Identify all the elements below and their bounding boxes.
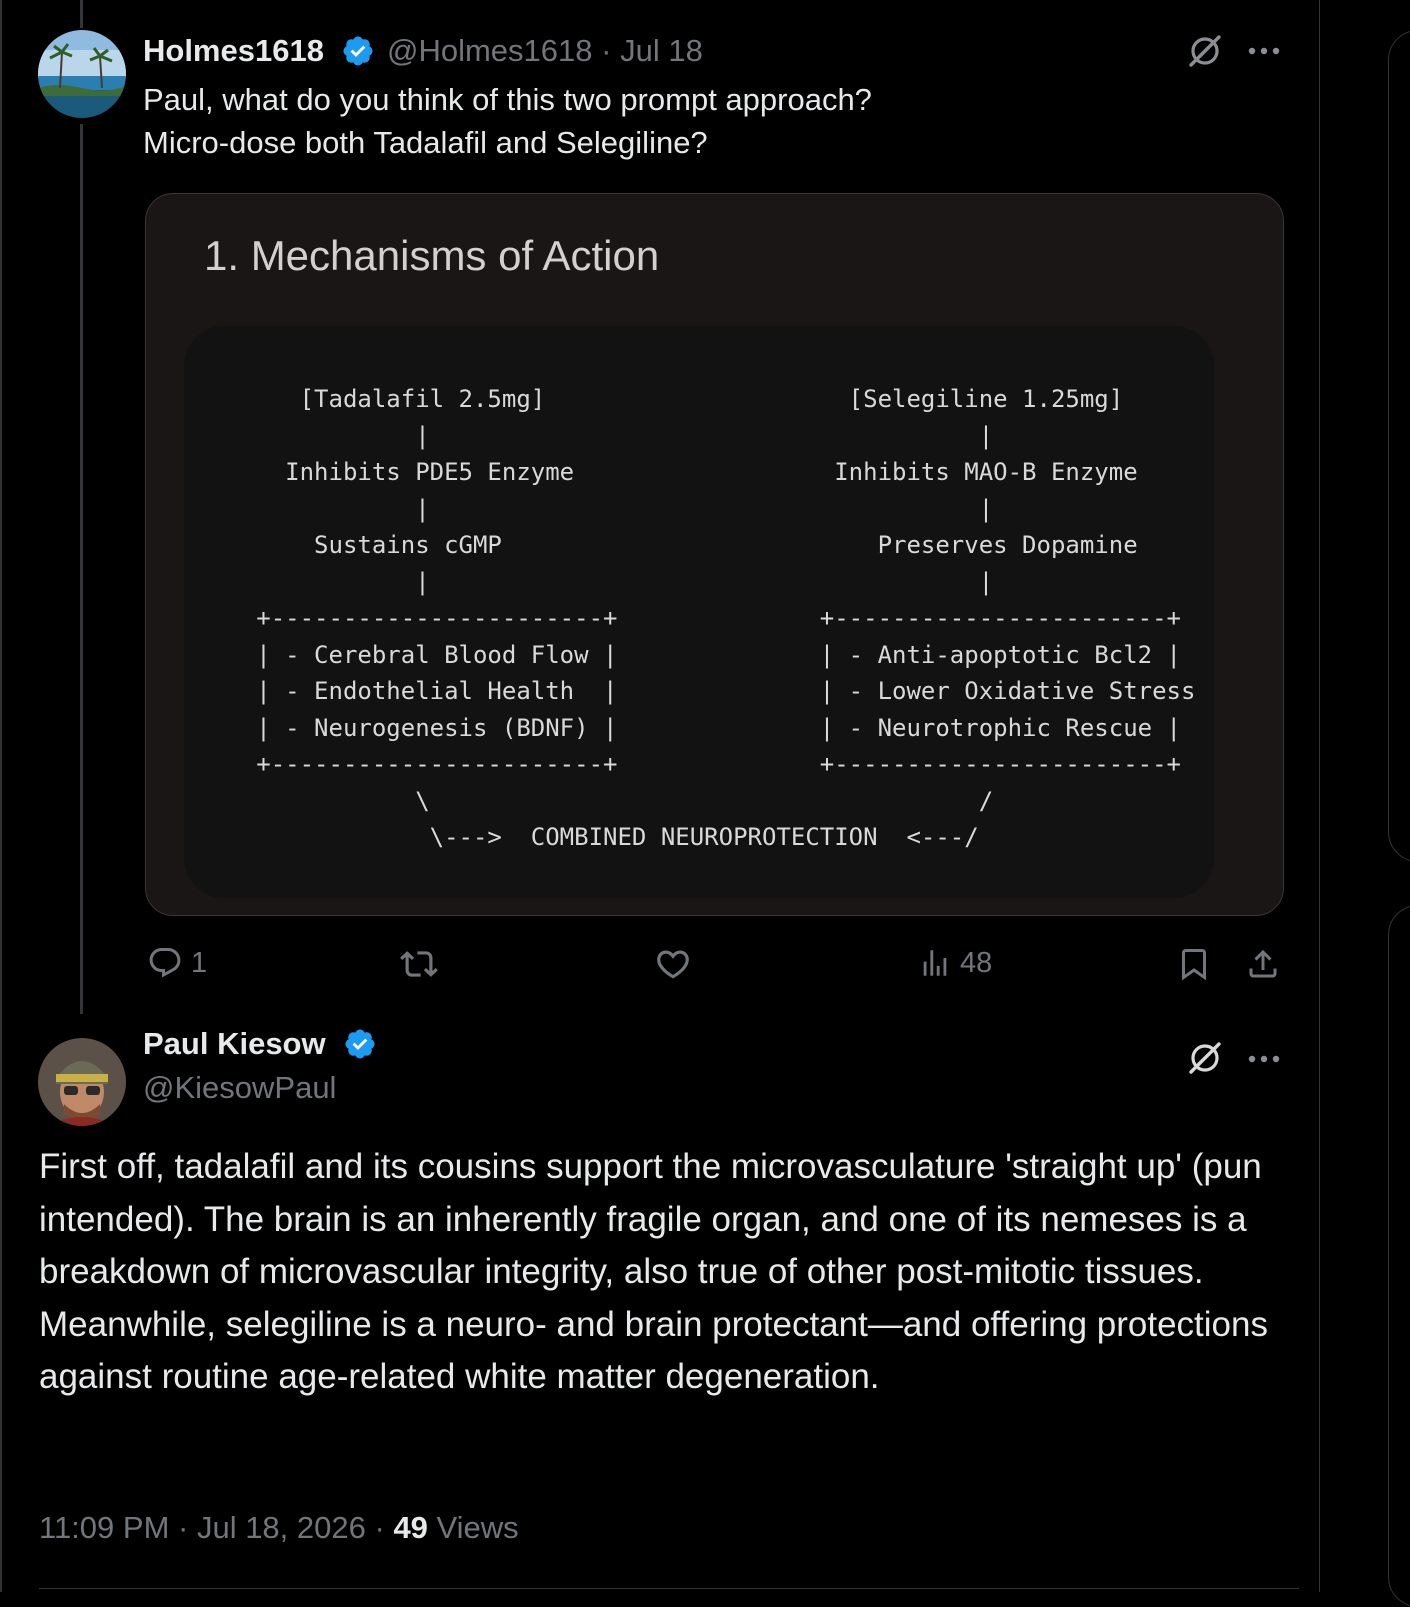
- verified-badge-icon: [343, 1027, 377, 1061]
- tweet-time[interactable]: 11:09 PM: [39, 1510, 170, 1545]
- retweet-icon: [400, 945, 438, 983]
- code-diagram: [Tadalafil 2.5mg] [Selegiline 1.25mg] | | Inhibits PDE5 Enzyme Inhibits MAO-B Enzyme | | Sustains cGMP Preserves Dopamine | | +-----------------------+ +-----------------------+ | - Cerebral Blood Flow | | - Anti-apoptotic Bcl2 | | - Endothelial Health | | - Lower Oxidative Stress | - Neurogenesis (BDNF) | | - Neurotrophic Rescue | +-----------------------+ +-----------------------+ \ / \---> COMBINED NEUROPROTECTION <---/: [256, 385, 1196, 851]
- author-name[interactable]: Holmes1618: [143, 33, 324, 68]
- like-button[interactable]: [654, 945, 700, 983]
- views-count: 49: [393, 1510, 428, 1545]
- column-border-right: [1319, 0, 1320, 1592]
- like-icon: [654, 945, 692, 983]
- tweet-date[interactable]: Jul 18: [620, 33, 703, 68]
- author-name[interactable]: Paul Kiesow: [143, 1026, 326, 1061]
- thread-line-top: [80, 0, 83, 28]
- tweet-text-line: Micro-dose both Tadalafil and Selegiline?: [143, 125, 708, 160]
- share-icon: [1245, 945, 1281, 983]
- bookmark-icon: [1176, 945, 1212, 983]
- sidebar-card-bottom: [1388, 905, 1410, 1607]
- avatar-holmes1618[interactable]: [38, 30, 126, 118]
- tweet-meta: 11:09 PM · Jul 18, 2026 · 49 Views: [39, 1510, 519, 1545]
- tweet-date[interactable]: Jul 18, 2026: [196, 1510, 366, 1545]
- views-label: Views: [436, 1510, 519, 1545]
- author-handle-and-date: [387, 33, 703, 69]
- more-options-icon[interactable]: [1244, 1049, 1284, 1069]
- avatar-kiesowpaul[interactable]: [38, 1038, 126, 1126]
- reply-button[interactable]: [147, 945, 207, 981]
- reply-count: 1: [191, 946, 208, 979]
- media-title: 1. Mechanisms of Action: [204, 232, 660, 279]
- grok-icon[interactable]: [1185, 31, 1225, 71]
- retweet-button[interactable]: [400, 945, 446, 983]
- more-options-icon[interactable]: [1244, 41, 1284, 61]
- bookmark-button[interactable]: [1176, 945, 1212, 983]
- sidebar-card-top: [1388, 30, 1410, 862]
- column-border-left: [0, 0, 2, 1592]
- tweet-text: First off, tadalafil and its cousins support the microvasculature 'straight up' (pun intended). The brain is an inherently fragile organ, and one of its nemeses is a breakdown of microvascular integrity, also true of other post-mitotic tissues. Meanwhile, selegiline is a neuro- and brain protectant—and offering protections against routine age-related white matter degeneration.: [39, 1147, 1268, 1396]
- media-image[interactable]: [145, 193, 1284, 916]
- views-count: 48: [960, 946, 993, 979]
- code-block: [184, 326, 1214, 898]
- tweet-text: [143, 78, 872, 164]
- verified-badge-icon: [341, 34, 375, 68]
- share-button[interactable]: [1245, 945, 1281, 983]
- views-button[interactable]: [918, 945, 992, 981]
- tweet-text-line: Paul, what do you think of this two prompt approach?: [143, 82, 872, 117]
- author-handle[interactable]: @Holmes1618: [387, 33, 593, 68]
- reply-icon: [147, 945, 183, 981]
- grok-icon[interactable]: [1185, 1038, 1225, 1078]
- separator: ·: [601, 33, 612, 68]
- author-handle[interactable]: @KiesowPaul: [143, 1070, 337, 1105]
- divider: [39, 1588, 1299, 1589]
- thread-line: [80, 124, 83, 1014]
- views-icon: [918, 945, 952, 981]
